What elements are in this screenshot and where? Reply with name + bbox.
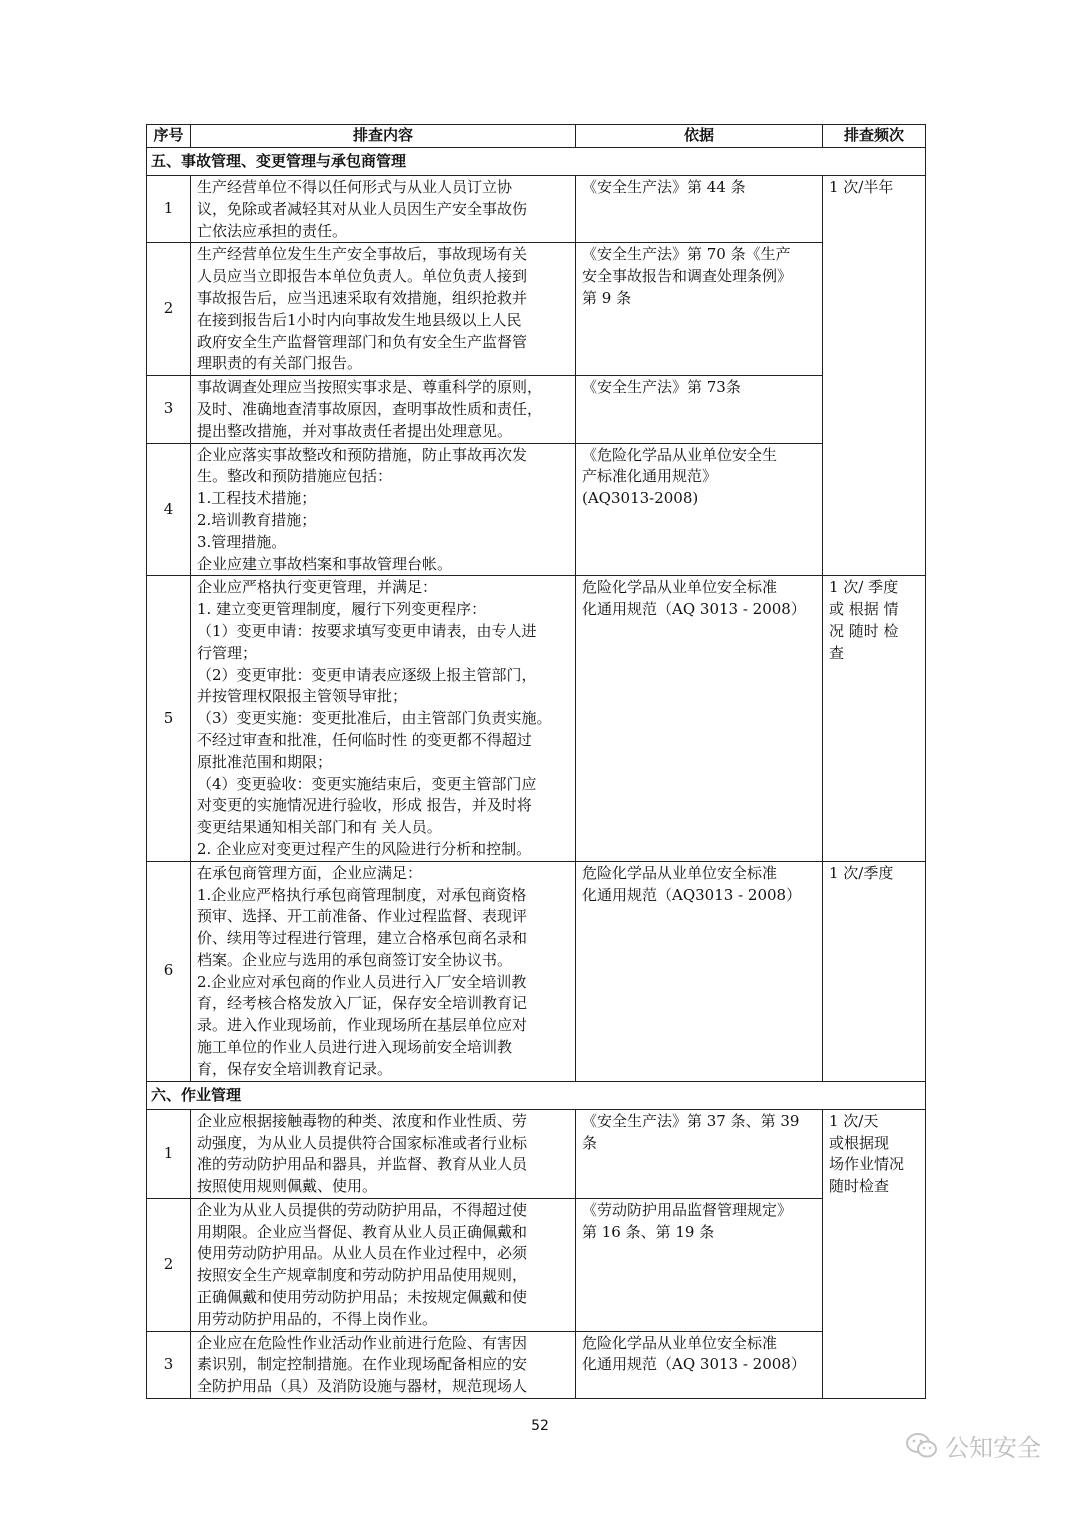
text-line: 3.管理措施。 bbox=[197, 532, 287, 551]
table-row bbox=[147, 176, 926, 243]
text-line: 随时检查 bbox=[829, 1177, 890, 1196]
text-line: 《安全生产法》第 44 条 bbox=[582, 178, 746, 196]
row-number: 5 bbox=[147, 576, 191, 861]
row-content bbox=[191, 1331, 576, 1398]
row-content bbox=[191, 376, 576, 443]
text-line: 1 次/天 bbox=[829, 1111, 879, 1130]
text-line: 原批准范围和期限； bbox=[197, 752, 333, 771]
row-frequency bbox=[823, 176, 926, 576]
table-row bbox=[147, 861, 926, 1081]
text-line: 用期限。企业应当督促、教育从业人员正确佩戴和 bbox=[197, 1222, 528, 1241]
text-line: 预审、选择、开工前准备、作业过程监督、表现评 bbox=[197, 907, 528, 926]
text-line: 正确佩戴和使用劳动防护用品；未按规定佩戴和使 bbox=[197, 1288, 528, 1307]
text-line: 危险化学品从业单位安全标准 bbox=[582, 578, 778, 597]
row-basis bbox=[576, 243, 823, 376]
text-line: 生。整改和预防措施应包括： bbox=[197, 467, 393, 486]
text-line: (AQ3013-2008) bbox=[582, 489, 699, 508]
text-line: 育，保存安全培训教育记录。 bbox=[197, 1059, 393, 1078]
text-line: 2.企业应对承包商的作业人员进行入厂安全培训教 bbox=[197, 972, 527, 991]
text-line: 查 bbox=[829, 643, 845, 662]
row-frequency bbox=[823, 1109, 926, 1398]
text-line: 《安全生产法》第 73条 bbox=[582, 378, 741, 397]
row-number: 2 bbox=[147, 1198, 191, 1331]
watermark bbox=[905, 1428, 1041, 1463]
text-line: 议，免除或者减轻其对从业人员因生产安全事故伤 bbox=[197, 199, 528, 218]
text-line: 育，经考核合格发放入厂证，保存安全培训教育记 bbox=[197, 994, 528, 1013]
header-content: 排查内容 bbox=[191, 125, 576, 148]
text-line: 录。进入作业现场前，作业现场所在基层单位应对 bbox=[197, 1016, 528, 1035]
text-line: 生产经营单位发生生产安全事故后，事故现场有关 bbox=[197, 245, 528, 264]
header-basis: 依据 bbox=[576, 125, 823, 148]
table-row bbox=[147, 576, 926, 861]
text-line: 按照使用规则佩戴、使用。 bbox=[197, 1177, 378, 1196]
inspection-table-page bbox=[146, 124, 925, 1399]
text-line: 人员应当立即报告本单位负责人。单位负责人接到 bbox=[197, 267, 528, 286]
table-header-row bbox=[147, 125, 926, 148]
row-content bbox=[191, 176, 576, 243]
text-line: （4）变更验收：变更实施结束后，变更主管部门应 bbox=[197, 774, 537, 793]
text-line: 企业应在危险性作业活动作业前进行危险、有害因 bbox=[197, 1333, 528, 1352]
row-content bbox=[191, 443, 576, 576]
text-line: 素识别，制定控制措施。在作业现场配备相应的安 bbox=[197, 1355, 528, 1374]
header-no: 序号 bbox=[147, 125, 191, 148]
text-line: 场作业情况 bbox=[829, 1155, 905, 1174]
section-title-5: 五、事故管理、变更管理与承包商管理 bbox=[147, 148, 926, 176]
text-line: 危险化学品从业单位安全标准 bbox=[582, 1333, 778, 1352]
text-line: 企业应严格执行变更管理，并满足： bbox=[197, 578, 438, 597]
row-content bbox=[191, 576, 576, 861]
text-line: 不经过审查和批准，任何临时性 的变更都不得超过 bbox=[197, 730, 532, 749]
row-basis bbox=[576, 443, 823, 576]
wechat-icon bbox=[905, 1432, 939, 1460]
text-line: 理职责的有关部门报告。 bbox=[197, 354, 363, 373]
row-number: 3 bbox=[147, 1331, 191, 1398]
inspection-table bbox=[146, 124, 926, 1399]
text-line: 动强度，为从业人员提供符合国家标准或者行业标 bbox=[197, 1133, 528, 1152]
text-line: 生产经营单位不得以任何形式与从业人员订立协 bbox=[197, 178, 513, 196]
section-row-5 bbox=[147, 148, 926, 176]
row-basis bbox=[576, 861, 823, 1081]
text-line: 在接到报告后1小时内向事故发生地县级以上人民 bbox=[197, 310, 522, 329]
text-line: 全防护用品（具）及消防设施与器材，规范现场人 bbox=[197, 1377, 528, 1396]
text-line: 1. 建立变更管理制度，履行下列变更程序： bbox=[197, 600, 487, 619]
text-line: 或 根据 情 bbox=[829, 600, 899, 619]
table-row bbox=[147, 443, 926, 576]
text-line: （1）变更申请：按要求填写变更申请表，由专人进 bbox=[197, 621, 537, 640]
text-line: 安全事故报告和调查处理条例》 bbox=[582, 267, 793, 286]
text-line: 1 次/季度 bbox=[829, 863, 894, 882]
row-number: 1 bbox=[147, 176, 191, 243]
row-content bbox=[191, 861, 576, 1081]
row-basis bbox=[576, 1331, 823, 1398]
header-frequency: 排查频次 bbox=[823, 125, 926, 148]
text-line: 化通用规范（AQ 3013 - 2008） bbox=[582, 600, 806, 619]
text-line: 在承包商管理方面，企业应满足： bbox=[197, 863, 423, 882]
row-basis bbox=[576, 1109, 823, 1198]
text-line: 亡依法应承担的责任。 bbox=[197, 221, 348, 240]
watermark-text: 公知安全 bbox=[945, 1434, 1041, 1462]
text-line: 并按管理权限报主管领导审批； bbox=[197, 687, 408, 706]
table-row bbox=[147, 243, 926, 376]
row-number: 4 bbox=[147, 443, 191, 576]
text-line: 《安全生产法》第 70 条《生产 bbox=[582, 245, 791, 264]
text-line: 企业应落实事故整改和预防措施，防止事故再次发 bbox=[197, 445, 528, 464]
text-line: 按照安全生产规章制度和劳动防护用品使用规则， bbox=[197, 1266, 528, 1285]
text-line: 《安全生产法》第 37 条、第 39 bbox=[582, 1111, 800, 1130]
row-basis bbox=[576, 576, 823, 861]
text-line: 1.企业应严格执行承包商管理制度，对承包商资格 bbox=[197, 885, 527, 904]
text-line: 或根据现 bbox=[829, 1133, 890, 1152]
text-line: 《劳动防护用品监督管理规定》 bbox=[582, 1200, 793, 1219]
row-basis bbox=[576, 1198, 823, 1331]
text-line: 提出整改措施，并对事故责任者提出处理意见。 bbox=[197, 421, 513, 440]
row-frequency bbox=[823, 576, 926, 861]
section-row-6 bbox=[147, 1081, 926, 1109]
text-line: 用劳动防护用品的，不得上岗作业。 bbox=[197, 1309, 438, 1328]
table-row bbox=[147, 1198, 926, 1331]
text-line: （3）变更实施：变更批准后，由主管部门负责实施。 bbox=[197, 709, 552, 728]
text-line: 第 9 条 bbox=[582, 288, 632, 307]
text-line: 危险化学品从业单位安全标准 bbox=[582, 863, 778, 882]
text-line: 化通用规范（AQ 3013 - 2008） bbox=[582, 1355, 806, 1374]
row-content bbox=[191, 243, 576, 376]
text-line: 施工单位的作业人员进行进入现场前安全培训教 bbox=[197, 1038, 513, 1057]
text-line: 变更结果通知相关部门和有 关人员。 bbox=[197, 818, 442, 837]
text-line: 1 次/半年 bbox=[829, 178, 894, 196]
row-basis bbox=[576, 176, 823, 243]
table-row bbox=[147, 1331, 926, 1398]
row-number: 6 bbox=[147, 861, 191, 1081]
text-line: 政府安全生产监督管理部门和负有安全生产监督管 bbox=[197, 332, 528, 351]
table-row bbox=[147, 376, 926, 443]
text-line: 2.培训教育措施； bbox=[197, 510, 317, 529]
text-line: 1 次/ 季度 bbox=[829, 578, 899, 597]
section-title-6: 六、作业管理 bbox=[147, 1081, 926, 1109]
row-content bbox=[191, 1109, 576, 1198]
text-line: 企业应建立事故档案和事故管理台帐。 bbox=[197, 554, 453, 573]
text-line: 事故报告后，应当迅速采取有效措施，组织抢救并 bbox=[197, 288, 528, 307]
text-line: 使用劳动防护用品。从业人员在作业过程中，必须 bbox=[197, 1244, 528, 1263]
text-line: 1.工程技术措施； bbox=[197, 489, 317, 508]
text-line: （2）变更审批：变更申请表应逐级上报主管部门， bbox=[197, 665, 537, 684]
row-number: 1 bbox=[147, 1109, 191, 1198]
text-line: 及时、准确地查清事故原因，查明事故性质和责任， bbox=[197, 399, 543, 418]
text-line: 对变更的实施情况进行验收，形成 报告，并及时将 bbox=[197, 796, 532, 815]
page-number: 52 bbox=[531, 1418, 549, 1434]
text-line: 产标准化通用规范》 bbox=[582, 467, 718, 486]
text-line: 况 随时 检 bbox=[829, 621, 899, 640]
text-line: 事故调查处理应当按照实事求是、尊重科学的原则， bbox=[197, 378, 543, 397]
text-line: 条 bbox=[582, 1133, 598, 1152]
row-number: 3 bbox=[147, 376, 191, 443]
text-line: 企业应根据接触毒物的种类、浓度和作业性质、劳 bbox=[197, 1111, 528, 1130]
row-number: 2 bbox=[147, 243, 191, 376]
row-frequency bbox=[823, 861, 926, 1081]
row-content bbox=[191, 1198, 576, 1331]
text-line: 第 16 条、第 19 条 bbox=[582, 1222, 715, 1241]
text-line: 行管理； bbox=[197, 643, 258, 662]
row-basis bbox=[576, 376, 823, 443]
text-line: 化通用规范（AQ3013 - 2008） bbox=[582, 885, 802, 904]
text-line: 2. 企业应对变更过程产生的风险进行分析和控制。 bbox=[197, 839, 532, 858]
table-row bbox=[147, 1109, 926, 1198]
text-line: 档案。企业应与选用的承包商签订安全协议书。 bbox=[197, 950, 513, 969]
text-line: 《危险化学品从业单位安全生 bbox=[582, 445, 778, 464]
text-line: 价、续用等过程进行管理，建立合格承包商名录和 bbox=[197, 929, 528, 948]
text-line: 准的劳动防护用品和器具，并监督、教育从业人员 bbox=[197, 1155, 528, 1174]
text-line: 企业为从业人员提供的劳动防护用品，不得超过使 bbox=[197, 1200, 528, 1219]
